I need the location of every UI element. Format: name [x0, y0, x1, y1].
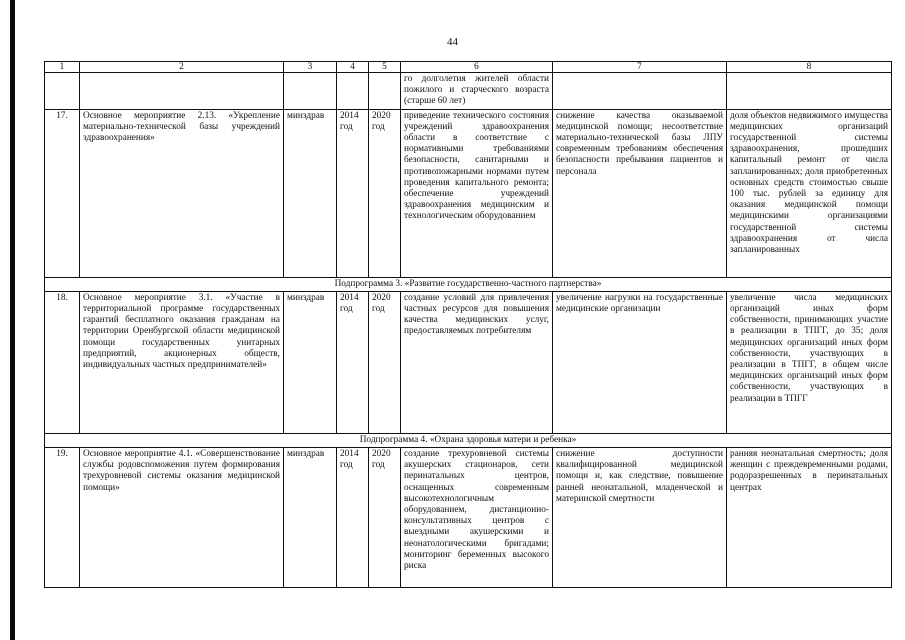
header-cell: 6 — [401, 62, 553, 73]
header-cell: 5 — [369, 62, 401, 73]
measure-name: Основное мероприятие 4.1. «Совершенствование службы родовспоможения путем формирования трехуровневой системы оказания медицинской помощи» — [80, 448, 284, 588]
row-number: 18. — [45, 291, 80, 433]
measure-content: создание условий для привлечения частных ресурсов для повышения качества медицинских услуг, предоставляемых потребителям — [401, 291, 553, 433]
continuation-row — [45, 73, 892, 110]
table-row — [45, 109, 892, 277]
end-year: 2020 год — [369, 109, 401, 277]
row-number: 19. — [45, 448, 80, 588]
measure-name: Основное мероприятие 2.13. «Укрепление материально-технической базы учреждений здравоохранения» — [80, 109, 284, 277]
start-year: 2014 год — [337, 291, 369, 433]
indicators: увеличение числа медицинских организаций иных форм собственности, принимающих участие в реализации в ТПГГ, до 35; доля медицинских организаций иных форм собственности, участвующих в реализации в ТПГГ, в общем числе медицинских организаций иных форм собственности, участвующих в реализации в ТПГГ — [727, 291, 892, 433]
consequences: снижение качества оказываемой медицинской помощи; несоответствие материально-технической базы ЛПУ современным требованиям обеспечения безопасности пребывания пациентов и персонала — [553, 109, 727, 277]
row-number: 17. — [45, 109, 80, 277]
indicators: ранняя неонатальная смертность; доля женщин с преждевременными родами, родоразрешенных в перинатальных центрах — [727, 448, 892, 588]
executor: минздрав — [284, 448, 337, 588]
measure-name: Основное мероприятие 3.1. «Участие в территориальной программе государственных гарантий бесплатного оказания гражданам на территории Оренбургской области медицинской помощи государственных унитарных предприятий, акционерных обществ, индивидуальных частных предпринимателей» — [80, 291, 284, 433]
header-cell: 2 — [80, 62, 284, 73]
consequences: увеличение нагрузки на государственные медицинские организации — [553, 291, 727, 433]
consequences: снижение доступности квалифицированной медицинской помощи и, как следствие, повышение ранней неонатальной, младенческой и материнской смертности — [553, 448, 727, 588]
subprogram-title: Подпрограмма 3. «Развитие государственно-частного партнерства» — [45, 277, 892, 291]
header-cell: 1 — [45, 62, 80, 73]
start-year: 2014 год — [337, 448, 369, 588]
subprogram-3-row — [45, 277, 892, 291]
scan-edge-bar — [10, 0, 15, 640]
measure-content: приведение технического состояния учреждений здравоохранения области в соответствие с нормативными требованиями безопасности, санитарными и противопожарными нормами путем проведения капитального ремонта; обеспечение учреждений здравоохранения медицинским и технологическим оборудованием — [401, 109, 553, 277]
subprogram-title: Подпрограмма 4. «Охрана здоровья матери и ребенка» — [45, 433, 892, 447]
measure-content: создание трехуровневой системы акушерских стационаров, сети перинатальных центров, оснащенных современным высокотехнологичным оборудованием, дистанционно-консультативных центров с выездными акушерскими и неонатологическими бригадами; мониторинг беременных высокого риска — [401, 448, 553, 588]
header-cell: 8 — [727, 62, 892, 73]
header-cell: 7 — [553, 62, 727, 73]
subprogram-4-row — [45, 433, 892, 447]
table-row — [45, 448, 892, 588]
header-cell: 4 — [337, 62, 369, 73]
header-cell: 3 — [284, 62, 337, 73]
measures-table — [44, 61, 892, 588]
executor: минздрав — [284, 291, 337, 433]
header-numbers-row — [45, 62, 892, 73]
table-row — [45, 291, 892, 433]
continuation-text: го долголетия жителей области пожилого и старческого возраста (старше 60 лет) — [401, 73, 553, 110]
end-year: 2020 год — [369, 448, 401, 588]
start-year: 2014 год — [337, 109, 369, 277]
page-number: 44 — [447, 36, 458, 48]
indicators: доля объектов недвижимого имущества медицинских организаций государственной системы здравоохранения, прошедших капитальный ремонт от числа запланированных; доля приобретенных основных средств стоимостью свыше 100 тыс. рублей за единицу для оказания медицинской помощи медицинскими организациями государственной системы здравоохранения от числа запланированных — [727, 109, 892, 277]
end-year: 2020 год — [369, 291, 401, 433]
executor: минздрав — [284, 109, 337, 277]
